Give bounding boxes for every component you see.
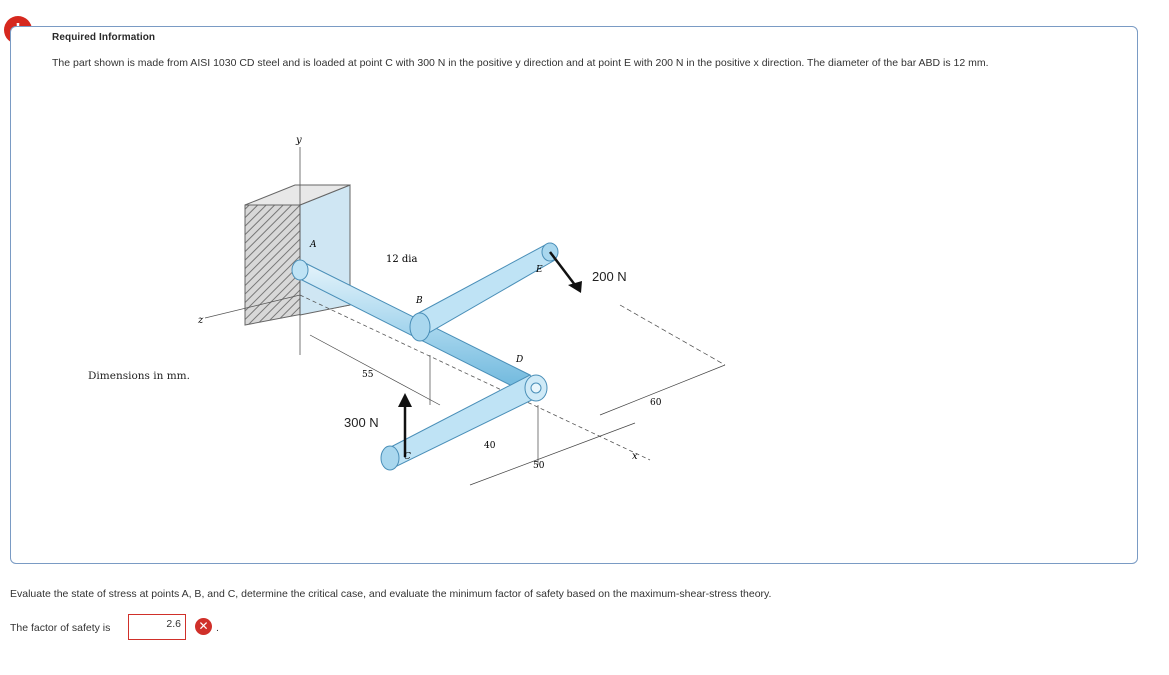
dim-line-40-50 — [470, 423, 635, 485]
x-axis-label: x — [632, 451, 638, 462]
y-axis-label: y — [296, 135, 302, 146]
info-text: The part shown is made from AISI 1030 CD steel and is loaded at point C with 300 N in the positive y direction and at point E with 200 N in the positive x direction. The diameter of the bar ABD is 12 mm. — [52, 57, 989, 69]
point-d-label: D — [516, 355, 524, 365]
point-b-label: B — [416, 296, 423, 306]
z-axis-label: z — [198, 315, 204, 326]
force-c-label: 300 N — [344, 415, 379, 430]
wrong-x-icon: ✕ — [195, 618, 212, 635]
answer-suffix: . — [216, 622, 219, 634]
dim-line-60 — [600, 365, 725, 415]
point-e-label: E — [536, 265, 543, 275]
point-c-label: C — [404, 452, 411, 462]
dimensions-note: Dimensions in mm. — [88, 370, 190, 382]
dim-40-label: 40 — [484, 441, 496, 451]
info-title: Required Information — [52, 32, 156, 43]
dim-line-55 — [310, 335, 440, 405]
dim-55-label: 55 — [362, 370, 374, 380]
point-a-label: A — [310, 240, 317, 250]
arm-be — [415, 245, 555, 335]
force-e-label: 200 N — [592, 269, 627, 284]
answer-label: The factor of safety is — [10, 622, 111, 634]
mechanical-part-figure — [60, 105, 760, 525]
x-axis-line — [300, 295, 650, 460]
question-text: Evaluate the state of stress at points A, B, and C, determine the critical case, and evaluate the minimum factor of safety based on the maximum-shear-stress theory. — [10, 588, 772, 600]
dim-50-label: 50 — [533, 461, 545, 471]
dim-60-label: 60 — [650, 398, 662, 408]
force-e-arrow — [550, 252, 582, 293]
diameter-label: 12 dia — [386, 254, 418, 265]
wall-support — [245, 185, 350, 325]
factor-of-safety-input[interactable]: 2.6 — [128, 614, 186, 640]
